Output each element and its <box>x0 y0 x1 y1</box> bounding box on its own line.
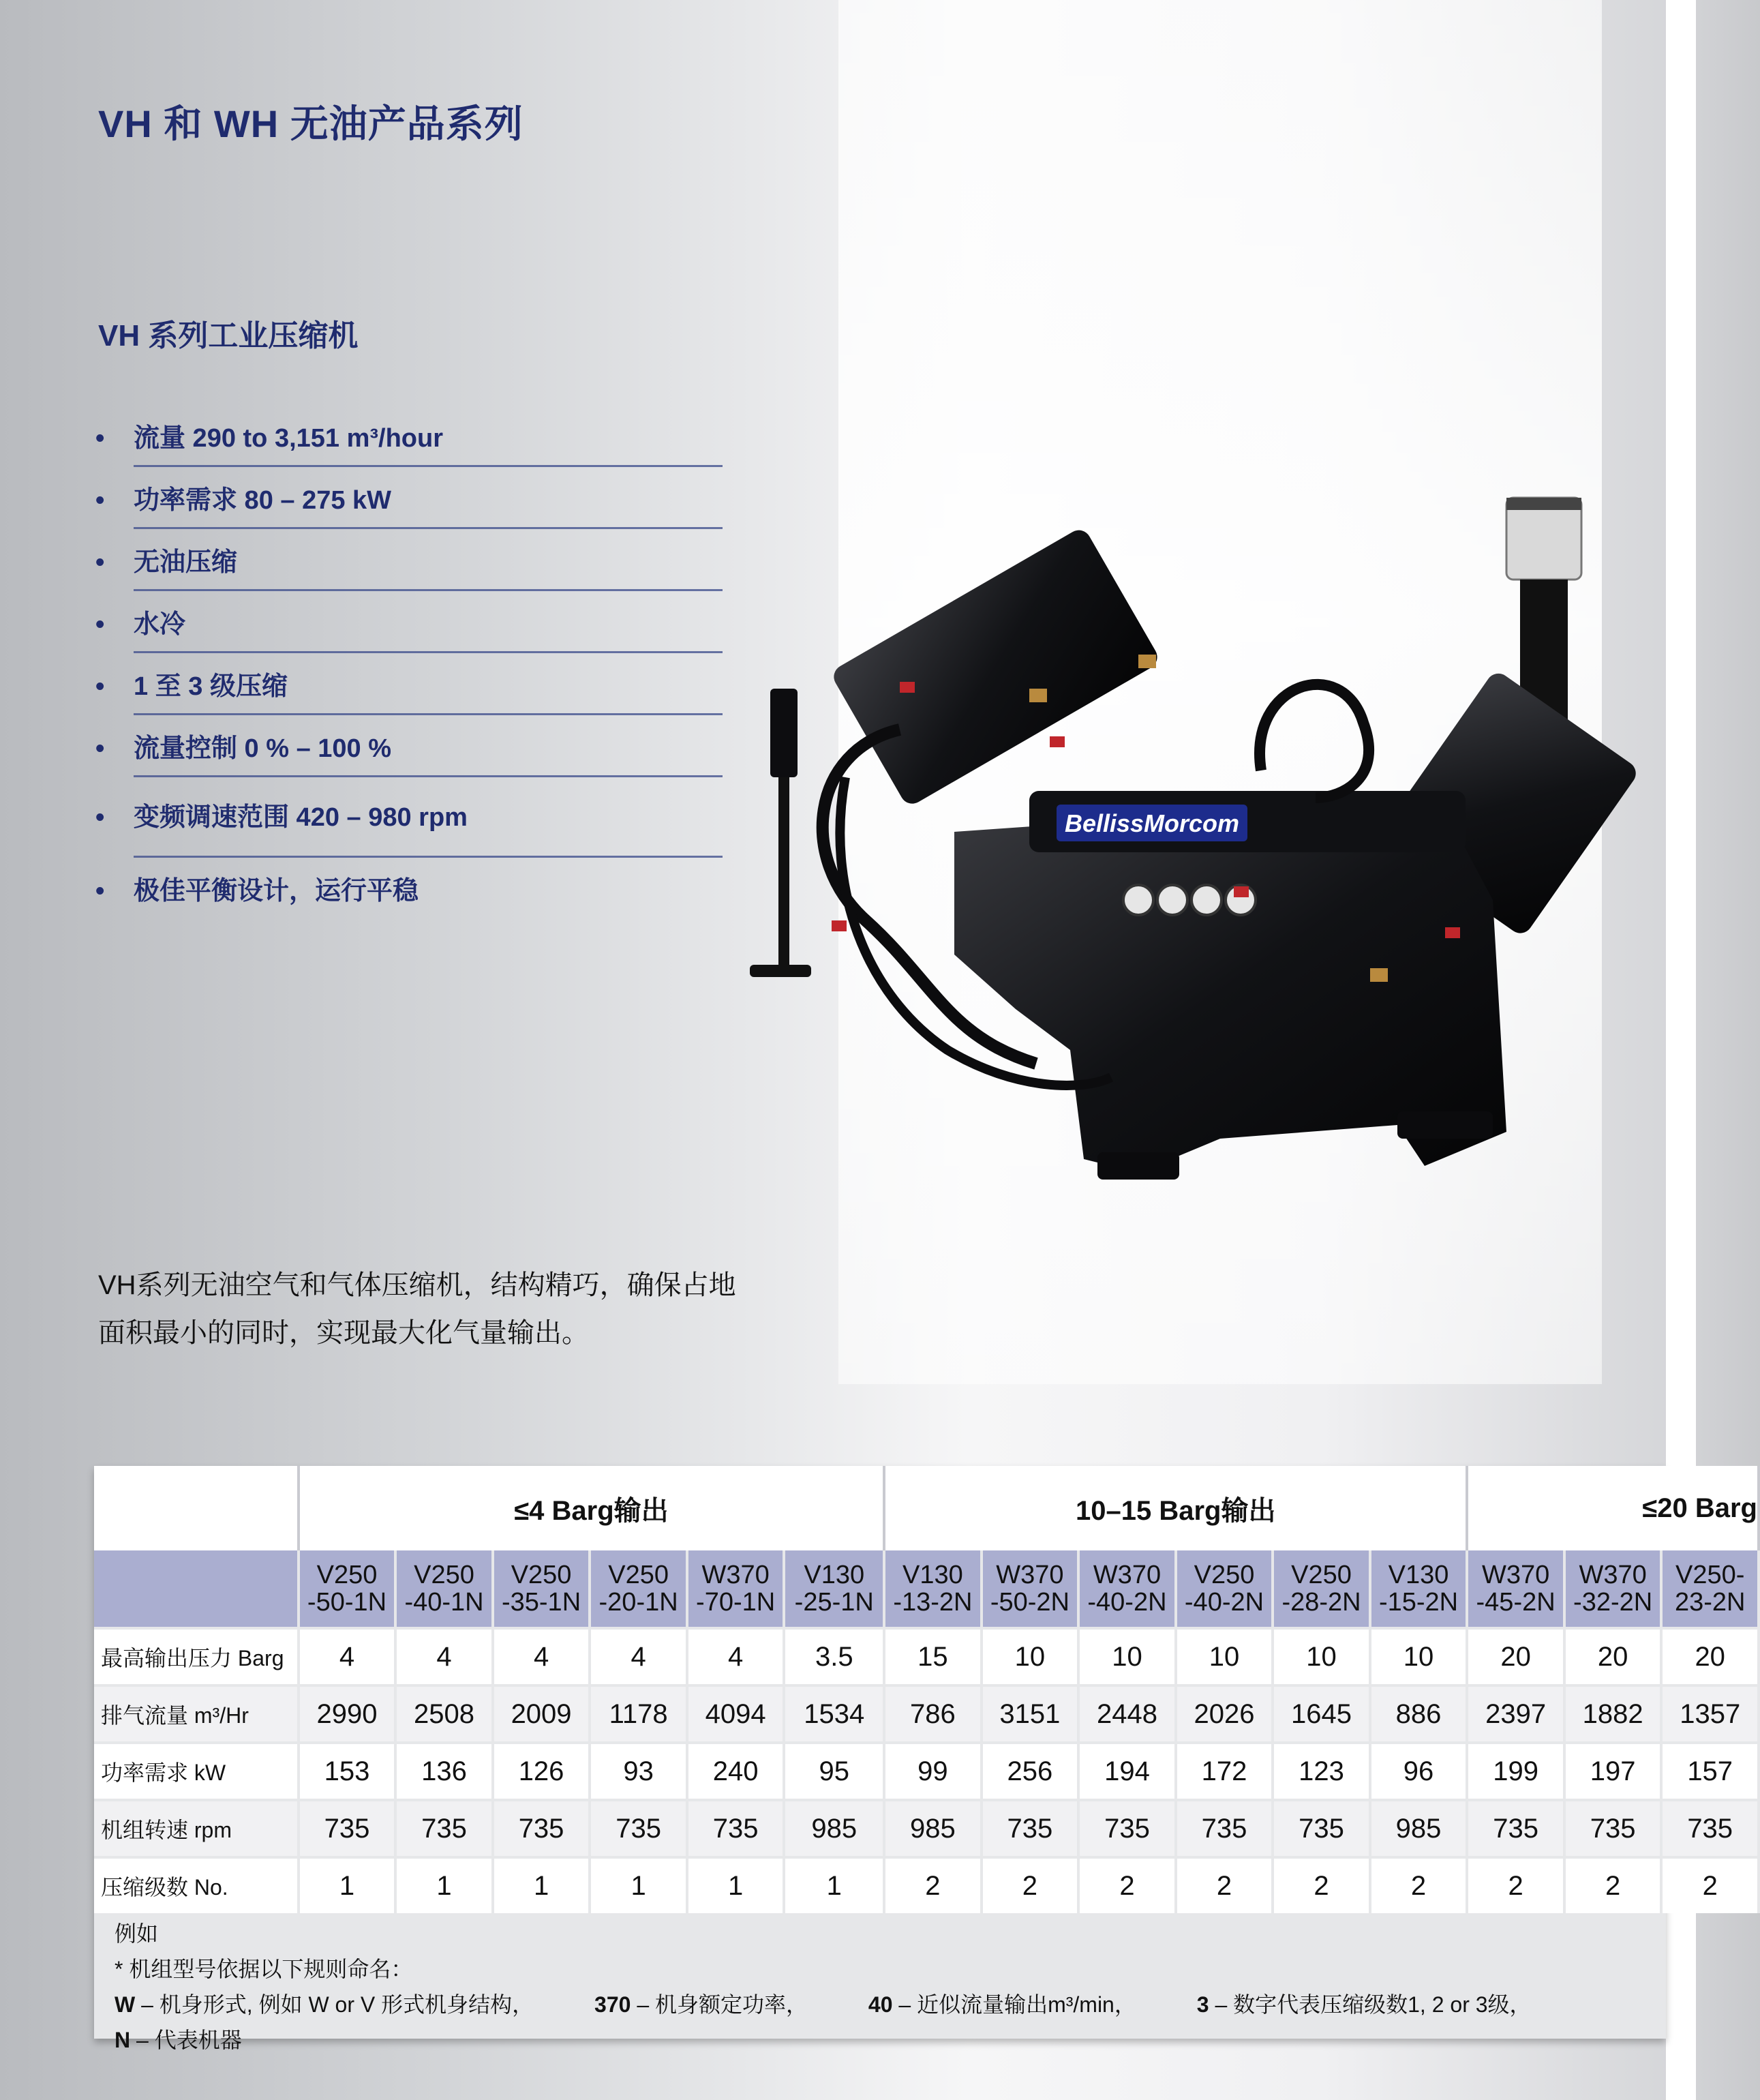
row-label: 机组转速 rpm <box>94 1800 299 1857</box>
table-cell: 10 <box>1078 1628 1176 1685</box>
table-cell: 1534 <box>784 1685 884 1743</box>
note-key-text: – 机身形式, 例如 W or V 形式机身结构， <box>135 1992 534 2017</box>
note-key-text: – 代表机器 <box>130 2028 242 2052</box>
divider <box>134 651 723 653</box>
feature-item: • 极佳平衡设计，运行平稳 <box>95 877 419 905</box>
feature-item: • 无油压缩 <box>95 539 723 601</box>
table-cell: 2397 <box>1467 1685 1564 1743</box>
feature-text: 无油压缩 <box>134 548 238 577</box>
note-key <box>115 1987 534 2022</box>
table-cell: 93 <box>590 1743 687 1800</box>
table-cell: 2026 <box>1176 1685 1273 1743</box>
model-name: W370 <box>1481 1561 1550 1589</box>
table-cell: 735 <box>590 1800 687 1857</box>
model-suffix: -13-2N <box>893 1588 973 1617</box>
table-cell: 2009 <box>493 1685 590 1743</box>
note-key-code: N <box>115 2028 131 2052</box>
table-cell: 735 <box>982 1800 1079 1857</box>
feature-text: 水冷 <box>134 610 186 639</box>
model-name: V250 <box>316 1561 378 1589</box>
table-row <box>94 1800 1759 1857</box>
table-cell: 20 <box>1467 1628 1564 1685</box>
model-name: V130 <box>902 1561 963 1589</box>
model-cell <box>784 1550 884 1628</box>
model-name: V250 <box>1291 1561 1352 1589</box>
model-name: V250 <box>511 1561 572 1589</box>
group-header: ≤20 Barg <box>1467 1466 1759 1550</box>
note-keys <box>115 1987 1666 2058</box>
table-cell: 1357 <box>1661 1685 1759 1743</box>
model-name: W370 <box>996 1561 1064 1589</box>
note-key <box>594 1987 808 2022</box>
feature-item: • 流量 290 to 3,151 m³/hour <box>95 415 723 477</box>
model-suffix: -25-1N <box>794 1588 874 1617</box>
table-cell: 2 <box>1661 1857 1759 1913</box>
table-row <box>94 1743 1759 1800</box>
machine-brand-label: BellissMorcom <box>1064 809 1240 837</box>
description-line: VH系列无油空气和气体压缩机，结构精巧，确保占地 <box>98 1270 736 1300</box>
model-suffix: -40-2N <box>1087 1588 1167 1617</box>
table-cell: 99 <box>884 1743 982 1800</box>
divider <box>134 856 723 858</box>
divider <box>134 527 723 529</box>
model-suffix: -70-1N <box>696 1588 776 1617</box>
table-cell: 735 <box>493 1800 590 1857</box>
table-cell: 172 <box>1176 1743 1273 1800</box>
model-cell <box>982 1550 1079 1628</box>
note-key-code: 3 <box>1196 1992 1209 2017</box>
note-key-code: 40 <box>868 1992 893 2017</box>
model-cell <box>1661 1550 1759 1628</box>
table-cell: 2 <box>982 1857 1079 1913</box>
page-title: VH 和 WH 无油产品系列 <box>98 102 524 145</box>
table-cell: 10 <box>982 1628 1079 1685</box>
model-name: W370 <box>701 1561 770 1589</box>
table-cell: 735 <box>1273 1800 1370 1857</box>
model-suffix: -28-2N <box>1281 1588 1361 1617</box>
feature-list <box>95 415 723 929</box>
divider <box>134 465 723 467</box>
table-cell: 985 <box>884 1800 982 1857</box>
model-name: V250 <box>414 1561 474 1589</box>
table-cell: 95 <box>784 1743 884 1800</box>
row-label: 排气流量 m³/Hr <box>94 1685 299 1743</box>
table-cell: 2 <box>1078 1857 1176 1913</box>
table-cell: 126 <box>493 1743 590 1800</box>
feature-item: • 1 至 3 级压缩 <box>95 663 723 725</box>
model-cell <box>1467 1550 1564 1628</box>
feature-text: 极佳平衡设计，运行平稳 <box>134 877 419 905</box>
row-label: 压缩级数 No. <box>94 1857 299 1913</box>
compressor-machine-image <box>729 477 1670 1227</box>
feature-text: 流量控制 0 % – 100 % <box>134 734 392 763</box>
model-row <box>94 1550 1759 1628</box>
naming-note <box>115 1916 1666 2058</box>
table-cell: 3.5 <box>784 1628 884 1685</box>
table-cell: 20 <box>1564 1628 1662 1685</box>
note-key-code: W <box>115 1992 136 2017</box>
table-cell: 10 <box>1176 1628 1273 1685</box>
description <box>98 1261 807 1357</box>
model-suffix: -45-2N <box>1476 1588 1556 1617</box>
model-cell <box>884 1550 982 1628</box>
model-name: V250- <box>1675 1561 1745 1589</box>
table-cell: 136 <box>395 1743 493 1800</box>
table-cell: 4 <box>493 1628 590 1685</box>
model-cell <box>1370 1550 1468 1628</box>
table-cell: 735 <box>1176 1800 1273 1857</box>
table-cell: 10 <box>1273 1628 1370 1685</box>
row-label: 功率需求 kW <box>94 1743 299 1800</box>
model-name: V130 <box>1388 1561 1449 1589</box>
table-cell: 786 <box>884 1685 982 1743</box>
table-cell: 2 <box>884 1857 982 1913</box>
table-cell: 735 <box>1078 1800 1176 1857</box>
model-cell <box>493 1550 590 1628</box>
table-cell: 4 <box>299 1628 396 1685</box>
table-cell: 1178 <box>590 1685 687 1743</box>
model-suffix: 23-2N <box>1674 1588 1746 1617</box>
table-cell: 20 <box>1661 1628 1759 1685</box>
table-cell: 1 <box>687 1857 785 1913</box>
table-cell: 985 <box>1370 1800 1468 1857</box>
model-suffix: -40-1N <box>404 1588 484 1617</box>
table-cell: 1 <box>395 1857 493 1913</box>
table-cell: 157 <box>1661 1743 1759 1800</box>
model-cell <box>299 1550 396 1628</box>
model-cell <box>687 1550 785 1628</box>
table-cell: 2448 <box>1078 1685 1176 1743</box>
model-cell <box>1273 1550 1370 1628</box>
note-example: 例如 <box>115 1921 159 1946</box>
table-cell: 735 <box>299 1800 396 1857</box>
table-cell: 2 <box>1370 1857 1468 1913</box>
table-cell: 1 <box>493 1857 590 1913</box>
table-row <box>94 1628 1759 1685</box>
model-cell <box>590 1550 687 1628</box>
table-cell: 1645 <box>1273 1685 1370 1743</box>
table-cell: 4 <box>687 1628 785 1685</box>
spec-table <box>94 1466 1757 2052</box>
feature-text: 功率需求 80 – 275 kW <box>134 486 392 515</box>
table-cell: 1882 <box>1564 1685 1662 1743</box>
divider <box>134 713 723 715</box>
table-cell: 256 <box>982 1743 1079 1800</box>
table-cell: 735 <box>395 1800 493 1857</box>
table-cell: 886 <box>1370 1685 1468 1743</box>
table-cell: 15 <box>884 1628 982 1685</box>
header-corner <box>94 1466 299 1550</box>
table-cell: 199 <box>1467 1743 1564 1800</box>
feature-item: • 变频调速范围 420 – 980 rpm <box>95 787 723 867</box>
divider <box>134 589 723 591</box>
table-cell: 2 <box>1467 1857 1564 1913</box>
table-cell: 735 <box>687 1800 785 1857</box>
row-label: 最高输出压力 Barg <box>94 1628 299 1685</box>
model-suffix: -50-1N <box>307 1588 387 1617</box>
table-cell: 4094 <box>687 1685 785 1743</box>
model-cell <box>1176 1550 1273 1628</box>
group-header: ≤4 Barg输出 <box>299 1466 884 1550</box>
table-cell: 735 <box>1564 1800 1662 1857</box>
divider <box>134 775 723 777</box>
table-cell: 1 <box>590 1857 687 1913</box>
model-cell <box>1078 1550 1176 1628</box>
table-cell: 4 <box>590 1628 687 1685</box>
model-name: V250 <box>608 1561 669 1589</box>
model-cell <box>1564 1550 1662 1628</box>
model-suffix: -15-2N <box>1378 1588 1459 1617</box>
model-suffix: -35-1N <box>501 1588 581 1617</box>
table-cell: 1 <box>784 1857 884 1913</box>
table-cell: 10 <box>1370 1628 1468 1685</box>
note-key <box>868 1987 1136 2022</box>
model-name: V130 <box>804 1561 865 1589</box>
table-cell: 240 <box>687 1743 785 1800</box>
table-cell: 3151 <box>982 1685 1079 1743</box>
model-name: W370 <box>1579 1561 1647 1589</box>
note-key-text: – 数字代表压缩级数1, 2 or 3级， <box>1209 1992 1532 2017</box>
model-suffix: -40-2N <box>1184 1588 1264 1617</box>
description-line: 面积最小的同时，实现最大化气量输出。 <box>98 1318 589 1348</box>
feature-item: • 流量控制 0 % – 100 % <box>95 725 723 787</box>
table-cell: 735 <box>1661 1800 1759 1857</box>
table-cell: 197 <box>1564 1743 1662 1800</box>
table-cell: 985 <box>784 1800 884 1857</box>
note-key <box>115 2022 242 2058</box>
model-name: W370 <box>1093 1561 1162 1589</box>
table-cell: 1 <box>299 1857 396 1913</box>
note-rule: * 机组型号依据以下规则命名： <box>115 1957 413 1981</box>
table-cell: 2508 <box>395 1685 493 1743</box>
table-cell: 2 <box>1176 1857 1273 1913</box>
note-key-code: 370 <box>594 1992 631 2017</box>
model-suffix: -32-2N <box>1573 1588 1653 1617</box>
model-corner <box>94 1550 299 1628</box>
note-key-text: – 机身额定功率， <box>631 1992 808 2017</box>
section-subtitle: VH 系列工业压缩机 <box>98 319 359 352</box>
feature-text: 变频调速范围 420 – 980 rpm <box>134 803 468 832</box>
group-header-row <box>94 1466 1759 1550</box>
model-suffix: -20-1N <box>598 1588 678 1617</box>
feature-text: 1 至 3 级压缩 <box>134 672 288 701</box>
note-key-text: – 近似流量输出m³/min， <box>892 1992 1136 2017</box>
spec-table-grid <box>94 1466 1760 1913</box>
table-row <box>94 1857 1759 1913</box>
group-header: 10–15 Barg输出 <box>884 1466 1467 1550</box>
table-cell: 2 <box>1564 1857 1662 1913</box>
feature-text: 流量 290 to 3,151 m³/hour <box>134 424 444 453</box>
table-cell: 4 <box>395 1628 493 1685</box>
table-cell: 2990 <box>299 1685 396 1743</box>
table-cell: 735 <box>1467 1800 1564 1857</box>
table-cell: 123 <box>1273 1743 1370 1800</box>
note-key <box>1197 1987 1532 2022</box>
table-cell: 2 <box>1273 1857 1370 1913</box>
table-cell: 153 <box>299 1743 396 1800</box>
feature-item: • 水冷 <box>95 601 723 663</box>
table-cell: 96 <box>1370 1743 1468 1800</box>
model-name: V250 <box>1194 1561 1255 1589</box>
feature-item: • 功率需求 80 – 275 kW <box>95 477 723 539</box>
table-row <box>94 1685 1759 1743</box>
table-cell: 194 <box>1078 1743 1176 1800</box>
model-suffix: -50-2N <box>990 1588 1069 1617</box>
model-cell <box>395 1550 493 1628</box>
